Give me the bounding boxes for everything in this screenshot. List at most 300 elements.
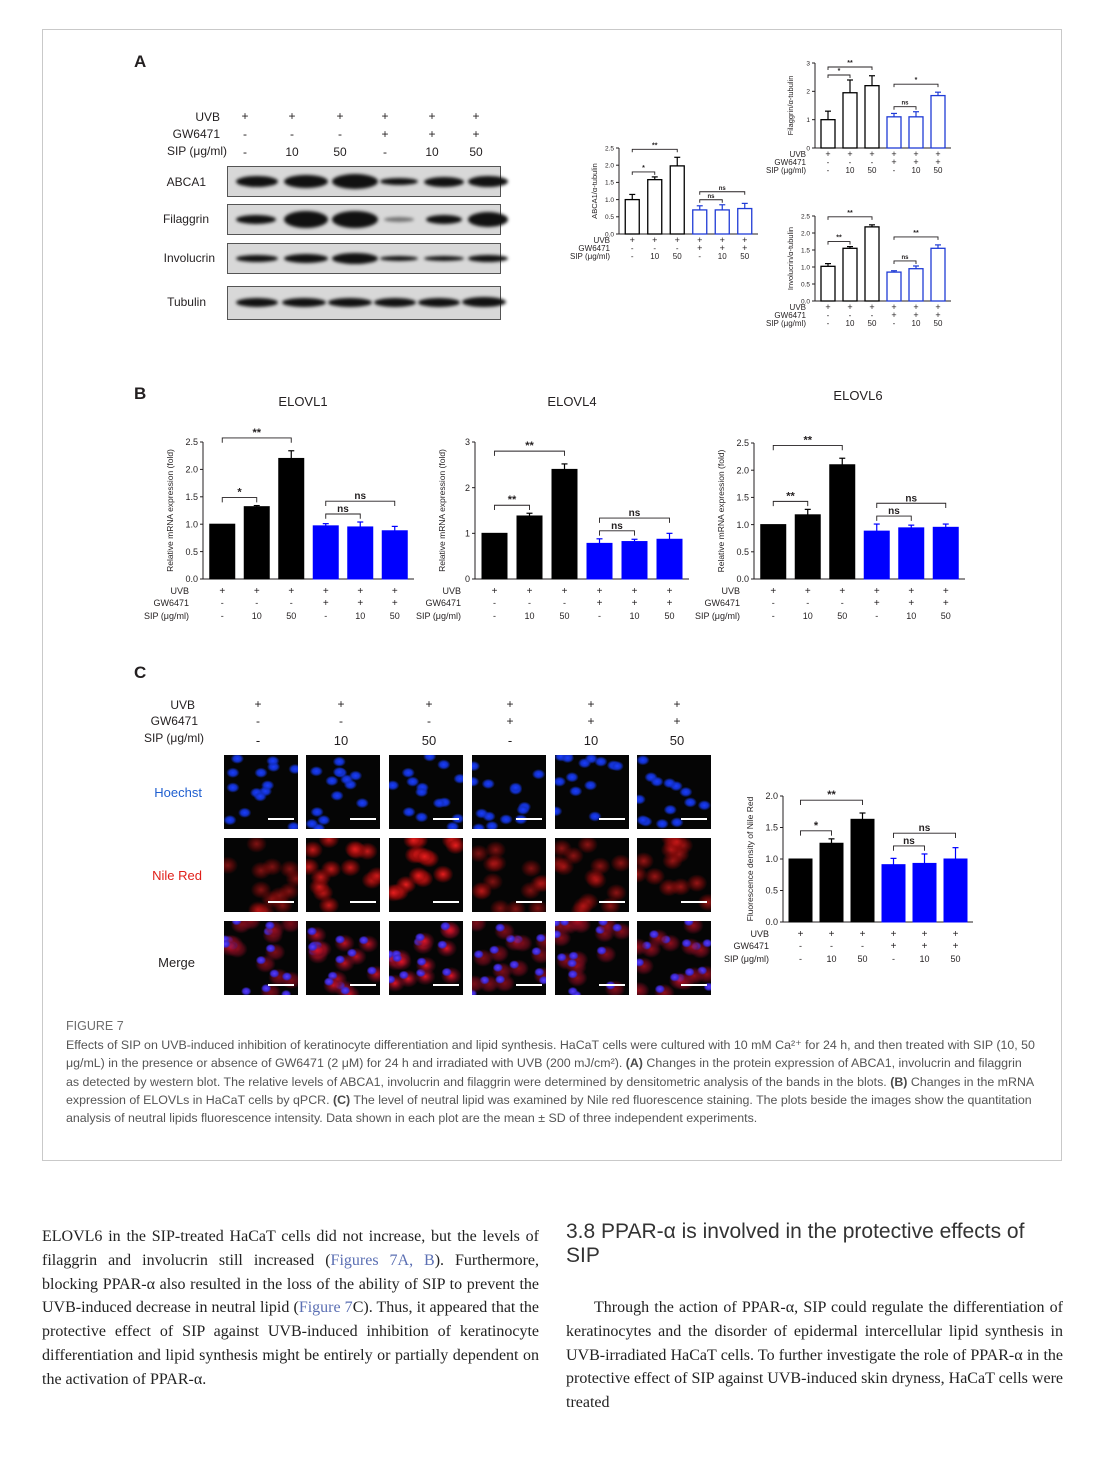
y-tick-label-abca1: 2.5 bbox=[604, 145, 614, 153]
bar-involucrin-1 bbox=[821, 266, 835, 301]
figure-label: FIGURE 7 bbox=[66, 1019, 124, 1033]
sig-bracket-involucrin-2 bbox=[828, 217, 872, 220]
caption-intro: Effects of SIP on UVB-induced inhibition of keratinocyte differentiation and lipid synthesis. HaCaT cells were cultured with 10 mM Ca²⁺ for 24 h, and then treated with SIP (10, 50 μg/mL) in the presence or absence of GW6471 (2 μM) for 24 h and irradiated with UVB (200 mJ/cm²). bbox=[66, 1038, 1035, 1071]
treatment-value-abca1: 10 bbox=[650, 252, 660, 261]
treatment-value-involucrin: + bbox=[913, 302, 919, 312]
sig-label-elovl4-3: ns bbox=[611, 520, 623, 532]
treatment-value-filaggrin: + bbox=[935, 157, 941, 167]
micro-gw-3: - bbox=[427, 714, 431, 728]
bar-elovl6-6 bbox=[933, 527, 958, 579]
bar-abca1-2 bbox=[648, 180, 662, 234]
treatment-value-involucrin: + bbox=[847, 302, 853, 312]
bar-elovl4-4 bbox=[587, 543, 612, 579]
y-tick-label-abca1: 2.0 bbox=[604, 162, 614, 170]
bar-elovl1-6 bbox=[382, 531, 407, 579]
sig-label-elovl6-4: ns bbox=[905, 493, 918, 505]
treatment-value-involucrin: + bbox=[935, 310, 941, 320]
treatment-value-elovl1: - bbox=[255, 598, 259, 608]
treatment-value-elovl1: 10 bbox=[355, 611, 366, 621]
y-tick-label-elovl6: 1.5 bbox=[736, 492, 749, 503]
blot-gw-2: - bbox=[290, 127, 294, 141]
bar-nilered-3 bbox=[851, 819, 874, 922]
treatment-value-elovl6: + bbox=[942, 586, 949, 597]
micro-gw-6: + bbox=[673, 714, 681, 728]
bar-nilered-1 bbox=[789, 859, 812, 922]
treatment-value-nilered: 50 bbox=[950, 954, 961, 964]
sig-label-elovl1-1: * bbox=[237, 486, 242, 499]
treatment-value-abca1: - bbox=[653, 244, 657, 253]
treatment-value-elovl6: + bbox=[873, 586, 880, 597]
bar-involucrin-5 bbox=[909, 269, 923, 301]
treatment-value-abca1: + bbox=[719, 243, 725, 253]
treatment-value-filaggrin: + bbox=[935, 149, 941, 159]
sig-label-filaggrin-4: * bbox=[914, 77, 918, 85]
treatment-value-elovl1: 10 bbox=[251, 611, 262, 621]
treatment-value-abca1: 50 bbox=[672, 252, 682, 261]
treatment-value-involucrin: + bbox=[913, 310, 919, 320]
sig-bracket-abca1-3 bbox=[700, 200, 723, 203]
sig-bracket-involucrin-1 bbox=[828, 242, 850, 245]
bar-elovl1-5 bbox=[348, 527, 373, 579]
treatment-value-elovl1: + bbox=[391, 586, 398, 597]
y-tick-label-involucrin: 1.0 bbox=[800, 264, 810, 272]
bar-involucrin-4 bbox=[887, 272, 901, 301]
treatment-value-elovl1: 50 bbox=[389, 611, 400, 621]
micro-gw-2: - bbox=[339, 714, 343, 728]
figure-link-7ab[interactable]: Figures 7A, B bbox=[330, 1251, 435, 1269]
body-right-paragraph: Through the action of PPAR-α, SIP could regulate the differentiation of keratinocytes and the disorder of epidermal intercellular lipid synthesis in UVB-irradiated HaCaT cells. To further investigate the role of PPAR-α in the protective effect of SIP against UVB-induced skin dryness, HaCaT cells were treated bbox=[566, 1299, 1063, 1412]
sig-label-involucrin-4: ** bbox=[913, 229, 919, 237]
sig-label-elovl1-4: ns bbox=[354, 491, 367, 503]
bar-elovl6-4 bbox=[864, 531, 889, 579]
treatment-value-elovl1: + bbox=[322, 586, 329, 597]
sig-bracket-filaggrin-4 bbox=[894, 84, 938, 87]
treatment-value-abca1: + bbox=[742, 243, 748, 253]
sig-label-elovl4-2: ** bbox=[525, 440, 534, 453]
treatment-value-involucrin: - bbox=[870, 311, 874, 320]
blot-label-filaggrin: Filaggrin bbox=[162, 212, 209, 226]
y-tick-label-abca1: 1.0 bbox=[604, 196, 614, 204]
micro-sip-5: 10 bbox=[583, 733, 599, 748]
y-tick-label-nilered: 0.5 bbox=[765, 885, 778, 896]
treatment-value-elovl1: + bbox=[357, 586, 364, 597]
chart-title-elovl6: ELOVL6 bbox=[833, 388, 883, 403]
treatment-label-nilered: SIP (μg/ml) bbox=[723, 954, 769, 964]
blot-sip-4: - bbox=[383, 145, 387, 159]
treatment-value-elovl1: + bbox=[391, 598, 398, 609]
y-axis-label-elovl6: Relative mRNA expression (fold) bbox=[716, 449, 726, 573]
treatment-value-elovl6: 10 bbox=[906, 611, 917, 621]
treatment-value-elovl4: + bbox=[596, 598, 603, 609]
treatment-value-filaggrin: - bbox=[870, 158, 874, 167]
treatment-label-elovl1: GW6471 bbox=[153, 598, 189, 608]
y-axis-label-abca1: ABCA1/α-tubulin bbox=[590, 163, 599, 219]
uvb-label: UVB bbox=[195, 110, 220, 124]
bar-elovl6-3 bbox=[830, 465, 855, 579]
blot-gw-3: - bbox=[338, 127, 342, 141]
y-tick-label-filaggrin: 2 bbox=[806, 88, 810, 96]
bar-abca1-1 bbox=[625, 200, 639, 234]
y-axis-label-nilered: Fluorescence density of Nile Red bbox=[745, 796, 755, 922]
caption-c-text: The level of neutral lipid was examined by Nile red fluorescence staining. The plots beside the images show the quantitation analysis of neutral lipids fluorescence intensity. Data shown in each plot are the mean ± SD of three independent experiments. bbox=[66, 1092, 1032, 1126]
sig-bracket-filaggrin-2 bbox=[828, 67, 872, 70]
treatment-value-involucrin: + bbox=[825, 302, 831, 312]
treatment-value-filaggrin: 50 bbox=[933, 166, 943, 175]
treatment-value-elovl4: + bbox=[596, 586, 603, 597]
treatment-value-elovl4: + bbox=[526, 586, 533, 597]
treatment-value-elovl1: - bbox=[289, 598, 293, 608]
treatment-value-filaggrin: - bbox=[892, 166, 896, 175]
sig-label-involucrin-3: ns bbox=[901, 254, 909, 261]
treatment-value-elovl4: 50 bbox=[559, 611, 570, 621]
treatment-value-abca1: + bbox=[719, 235, 725, 245]
treatment-value-nilered: + bbox=[921, 941, 928, 952]
treatment-value-elovl6: + bbox=[804, 586, 811, 597]
y-tick-label-elovl4: 1 bbox=[464, 528, 470, 539]
treatment-value-involucrin: - bbox=[848, 311, 852, 320]
y-tick-label-nilered: 1.0 bbox=[765, 854, 778, 865]
treatment-value-filaggrin: + bbox=[913, 149, 919, 159]
bar-nilered-6 bbox=[944, 859, 967, 922]
treatment-value-involucrin: - bbox=[892, 319, 896, 328]
blot-gw-6: + bbox=[472, 127, 480, 141]
sig-label-nilered-1: * bbox=[813, 819, 819, 832]
treatment-value-nilered: 50 bbox=[857, 954, 868, 964]
figure-caption bbox=[66, 1017, 1038, 1127]
treatment-value-involucrin: + bbox=[891, 302, 897, 312]
sig-label-elovl6-3: ns bbox=[888, 506, 900, 518]
treatment-value-elovl1: + bbox=[219, 586, 226, 597]
sig-label-nilered-2: ** bbox=[827, 789, 836, 802]
treatment-value-elovl4: 50 bbox=[664, 611, 675, 621]
treatment-value-elovl1: + bbox=[357, 598, 364, 609]
treatment-value-involucrin: 10 bbox=[911, 319, 921, 328]
sig-label-abca1-3: ns bbox=[707, 193, 715, 200]
treatment-value-elovl6: + bbox=[908, 598, 915, 609]
treatment-value-nilered: + bbox=[890, 941, 897, 952]
bar-filaggrin-2 bbox=[843, 93, 857, 148]
treatment-value-nilered: - bbox=[799, 941, 802, 951]
body-left-column bbox=[42, 1225, 539, 1392]
blot-uvb-1: + bbox=[241, 109, 249, 123]
panel-c-letter: C bbox=[134, 663, 147, 682]
treatment-value-abca1: 10 bbox=[717, 252, 727, 261]
treatment-value-nilered: + bbox=[921, 929, 928, 940]
bar-involucrin-2 bbox=[843, 248, 857, 301]
bar-elovl1-2 bbox=[244, 507, 269, 579]
treatment-label-involucrin: UVB bbox=[789, 303, 806, 312]
bar-elovl1-1 bbox=[210, 524, 235, 579]
bar-elovl4-2 bbox=[517, 516, 542, 579]
treatment-value-elovl6: - bbox=[771, 611, 775, 621]
blot-sip-6: 50 bbox=[469, 145, 483, 159]
sig-bracket-filaggrin-1 bbox=[828, 75, 850, 78]
micro-sip-3: 50 bbox=[421, 733, 437, 748]
y-tick-label-involucrin: 2.0 bbox=[800, 230, 810, 238]
bar-filaggrin-3 bbox=[865, 86, 879, 148]
treatment-value-nilered: 10 bbox=[826, 954, 837, 964]
treatment-value-nilered: + bbox=[828, 929, 835, 940]
treatment-value-filaggrin: + bbox=[891, 157, 897, 167]
sig-label-nilered-4: ns bbox=[918, 823, 931, 835]
treatment-value-abca1: - bbox=[630, 244, 634, 253]
treatment-value-elovl4: + bbox=[491, 586, 498, 597]
treatment-value-abca1: + bbox=[652, 235, 658, 245]
sig-label-abca1-4: ns bbox=[718, 185, 726, 192]
bar-elovl4-3 bbox=[552, 469, 577, 579]
y-tick-label-involucrin: 2.5 bbox=[800, 213, 810, 221]
treatment-value-involucrin: + bbox=[935, 302, 941, 312]
bar-filaggrin-5 bbox=[909, 117, 923, 148]
micro-label-nilered: Nile Red bbox=[152, 868, 202, 883]
bar-nilered-4 bbox=[882, 865, 905, 922]
y-tick-label-elovl6: 2.0 bbox=[736, 465, 749, 476]
micro-gw6471-label: GW6471 bbox=[150, 714, 198, 728]
sig-label-involucrin-1: ** bbox=[836, 234, 842, 242]
treatment-value-elovl1: 50 bbox=[286, 611, 297, 621]
treatment-value-elovl6: - bbox=[806, 598, 810, 608]
treatment-value-involucrin: 50 bbox=[933, 319, 943, 328]
blot-sip-1: - bbox=[243, 145, 247, 159]
treatment-label-elovl4: UVB bbox=[442, 586, 461, 596]
y-tick-label-elovl4: 3 bbox=[464, 437, 470, 448]
treatment-value-elovl4: + bbox=[666, 586, 673, 597]
sig-label-abca1-2: ** bbox=[652, 142, 658, 150]
treatment-value-elovl1: + bbox=[288, 586, 295, 597]
treatment-value-elovl4: 10 bbox=[524, 611, 535, 621]
caption-a-text: Changes in the protein expression of ABCA1, involucrin and filaggrin as detected by western blot. The relative levels of ABCA1, involucrin and filaggrin were determined by densitometric analysis of the bands in the blots. bbox=[66, 1056, 1022, 1089]
sig-label-elovl6-1: ** bbox=[786, 490, 795, 503]
treatment-value-nilered: - bbox=[830, 941, 833, 951]
sig-label-filaggrin-1: * bbox=[837, 68, 841, 75]
treatment-value-filaggrin: 50 bbox=[867, 166, 877, 175]
bar-abca1-4 bbox=[693, 210, 707, 234]
treatment-value-nilered: + bbox=[797, 929, 804, 940]
treatment-value-elovl6: - bbox=[771, 598, 775, 608]
y-tick-label-elovl6: 0.5 bbox=[736, 546, 749, 557]
treatment-value-elovl6: 10 bbox=[802, 611, 813, 621]
sip-label: SIP (μg/ml) bbox=[166, 144, 227, 158]
y-tick-label-elovl6: 2.5 bbox=[736, 438, 749, 449]
treatment-label-abca1: UVB bbox=[593, 236, 610, 245]
sig-label-nilered-3: ns bbox=[903, 835, 915, 847]
bar-elovl4-5 bbox=[622, 542, 647, 579]
y-tick-label-involucrin: 1.5 bbox=[800, 247, 810, 255]
bar-abca1-5 bbox=[715, 210, 729, 234]
treatment-value-abca1: + bbox=[697, 243, 703, 253]
treatment-label-involucrin: SIP (μg/ml) bbox=[765, 319, 806, 328]
treatment-value-elovl4: - bbox=[563, 598, 566, 608]
treatment-value-nilered: + bbox=[952, 941, 959, 952]
treatment-value-elovl4: + bbox=[561, 586, 568, 597]
treatment-value-involucrin: - bbox=[826, 319, 830, 328]
treatment-value-involucrin: + bbox=[891, 310, 897, 320]
treatment-value-involucrin: - bbox=[826, 311, 830, 320]
treatment-value-elovl6: + bbox=[770, 586, 777, 597]
bar-nilered-5 bbox=[913, 863, 936, 922]
bar-filaggrin-6 bbox=[931, 96, 945, 148]
treatment-value-nilered: 10 bbox=[919, 954, 930, 964]
blot-gw-1: - bbox=[243, 127, 247, 141]
caption-b-tag: (B) bbox=[890, 1074, 908, 1089]
sig-bracket-filaggrin-3 bbox=[894, 107, 916, 110]
bar-elovl6-2 bbox=[795, 515, 820, 579]
y-tick-label-elovl1: 2.0 bbox=[185, 464, 198, 475]
treatment-value-elovl4: - bbox=[493, 611, 496, 621]
micro-uvb-5: + bbox=[587, 697, 595, 711]
sig-bracket-involucrin-4 bbox=[894, 237, 938, 240]
y-tick-label-filaggrin: 1 bbox=[806, 116, 810, 124]
blot-uvb-5: + bbox=[428, 109, 436, 123]
sig-label-filaggrin-2: ** bbox=[847, 60, 853, 67]
treatment-label-elovl6: SIP (μg/ml) bbox=[694, 611, 740, 621]
blot-sip-2: 10 bbox=[285, 145, 299, 159]
panel-a-letter: A bbox=[134, 52, 147, 71]
blot-label-abca1: ABCA1 bbox=[166, 175, 206, 189]
treatment-value-filaggrin: 10 bbox=[845, 166, 855, 175]
bar-abca1-6 bbox=[738, 209, 752, 234]
y-tick-label-involucrin: 0.0 bbox=[800, 298, 810, 306]
treatment-label-elovl6: GW6471 bbox=[704, 598, 740, 608]
micro-sip-label: SIP (μg/ml) bbox=[143, 731, 204, 745]
treatment-value-elovl6: + bbox=[908, 586, 915, 597]
panel-b-letter: B bbox=[134, 384, 147, 403]
sig-bracket-abca1-1 bbox=[632, 172, 655, 175]
micro-uvb-6: + bbox=[673, 697, 681, 711]
bar-elovl6-1 bbox=[761, 525, 786, 579]
y-tick-label-abca1: 0.0 bbox=[604, 231, 614, 239]
bar-nilered-2 bbox=[820, 843, 843, 922]
treatment-label-filaggrin: GW6471 bbox=[774, 158, 806, 167]
y-tick-label-elovl4: 2 bbox=[464, 482, 470, 493]
chart-title-elovl4: ELOVL4 bbox=[547, 394, 597, 409]
micro-gw-5: + bbox=[587, 714, 595, 728]
treatment-value-elovl4: - bbox=[528, 598, 531, 608]
treatment-value-involucrin: + bbox=[869, 302, 875, 312]
y-tick-label-elovl6: 1.0 bbox=[736, 519, 749, 530]
treatment-value-involucrin: 10 bbox=[845, 319, 855, 328]
micro-uvb-4: + bbox=[506, 697, 514, 711]
sig-label-elovl6-2: ** bbox=[803, 434, 813, 447]
blot-uvb-4: + bbox=[381, 109, 389, 123]
blot-gw-5: + bbox=[428, 127, 436, 141]
body-left-part3: C). Thus, it appeared that the protective effect of SIP against UVB-induced inhibition of keratinocyte differentiation and lipid synthesis might be entirely or partially dependent on the activation of PPAR-α. bbox=[42, 1299, 540, 1388]
y-tick-label-abca1: 1.5 bbox=[604, 179, 614, 187]
treatment-label-involucrin: GW6471 bbox=[774, 311, 806, 320]
treatment-label-filaggrin: UVB bbox=[789, 150, 806, 159]
treatment-value-abca1: 50 bbox=[740, 252, 750, 261]
caption-a-tag: (A) bbox=[625, 1056, 643, 1071]
micro-sip-2: 10 bbox=[333, 733, 349, 748]
gw6471-label: GW6471 bbox=[172, 127, 220, 141]
bar-elovl4-6 bbox=[657, 539, 682, 579]
treatment-value-elovl6: - bbox=[875, 611, 879, 621]
treatment-value-elovl6: 50 bbox=[940, 611, 951, 621]
treatment-value-elovl6: 50 bbox=[837, 611, 848, 621]
treatment-value-filaggrin: + bbox=[913, 157, 919, 167]
chart-title-elovl1: ELOVL1 bbox=[278, 394, 328, 409]
treatment-value-nilered: + bbox=[952, 929, 959, 940]
treatment-value-filaggrin: + bbox=[891, 149, 897, 159]
treatment-value-nilered: - bbox=[861, 941, 864, 951]
treatment-value-nilered: - bbox=[799, 954, 802, 964]
treatment-label-nilered: GW6471 bbox=[733, 941, 769, 951]
treatment-value-elovl4: - bbox=[598, 611, 601, 621]
y-tick-label-filaggrin: 3 bbox=[806, 60, 810, 68]
body-left-part1: ELOVL6 in the SIP-treated HaCaT cells did not increase, but the levels of filaggrin and involucrin still increased ( bbox=[42, 1228, 539, 1269]
y-axis-label-involucrin: Involucrin/α-tubulin bbox=[786, 226, 795, 291]
micro-sip-4: - bbox=[507, 733, 513, 748]
bar-filaggrin-1 bbox=[821, 120, 835, 148]
bar-elovl4-1 bbox=[482, 533, 507, 579]
y-tick-label-abca1: 0.5 bbox=[604, 214, 614, 222]
treatment-value-elovl1: - bbox=[324, 611, 328, 621]
treatment-label-elovl6: UVB bbox=[721, 586, 740, 596]
y-tick-label-elovl1: 2.5 bbox=[185, 437, 198, 448]
sig-label-filaggrin-3: ns bbox=[901, 100, 909, 107]
y-axis-label-elovl4: Relative mRNA expression (fold) bbox=[437, 449, 447, 572]
y-tick-label-filaggrin: 0 bbox=[806, 145, 810, 153]
blot-uvb-2: + bbox=[288, 109, 296, 123]
micro-label-hoechst: Hoechst bbox=[154, 785, 202, 800]
sig-label-abca1-1: * bbox=[642, 164, 645, 172]
micro-sip-1: - bbox=[255, 733, 261, 748]
micro-sip-6: 50 bbox=[669, 733, 685, 748]
blot-sip-3: 50 bbox=[333, 145, 347, 159]
treatment-value-abca1: - bbox=[675, 244, 679, 253]
treatment-value-nilered: + bbox=[890, 929, 897, 940]
y-axis-label-elovl1: Relative mRNA expression (fold) bbox=[165, 449, 175, 572]
treatment-value-elovl1: - bbox=[220, 598, 224, 608]
treatment-value-nilered: - bbox=[892, 954, 895, 964]
y-tick-label-elovl4: 0 bbox=[464, 574, 470, 585]
y-axis-label-filaggrin: Filaggrin/α-tubulin bbox=[786, 75, 795, 136]
y-tick-label-nilered: 0.0 bbox=[765, 917, 778, 928]
y-tick-label-elovl1: 1.5 bbox=[185, 491, 198, 502]
treatment-value-elovl4: + bbox=[631, 598, 638, 609]
treatment-value-filaggrin: - bbox=[848, 158, 852, 167]
micro-gw-1: - bbox=[256, 714, 260, 728]
bar-involucrin-6 bbox=[931, 248, 945, 301]
body-left-part2: ). Furthermore, blocking PPAR-α also resulted in the loss of the ability of SIP to prevent the UVB-induced decrease in neutral lipid ( bbox=[42, 1251, 539, 1317]
treatment-value-elovl4: - bbox=[493, 598, 496, 608]
treatment-value-abca1: + bbox=[629, 235, 635, 245]
treatment-value-elovl6: + bbox=[839, 586, 846, 597]
treatment-value-elovl4: 10 bbox=[629, 611, 640, 621]
caption-c-tag: (C) bbox=[332, 1092, 351, 1107]
bar-abca1-3 bbox=[670, 166, 684, 234]
sig-bracket-involucrin-3 bbox=[894, 261, 916, 264]
y-tick-label-elovl1: 1.0 bbox=[185, 519, 198, 530]
y-tick-label-elovl6: 0.0 bbox=[736, 574, 749, 585]
y-tick-label-nilered: 1.5 bbox=[765, 822, 778, 833]
treatment-label-abca1: GW6471 bbox=[578, 244, 610, 253]
bar-elovl1-3 bbox=[279, 458, 304, 579]
treatment-value-abca1: + bbox=[697, 235, 703, 245]
treatment-value-abca1: - bbox=[698, 252, 702, 261]
treatment-value-elovl6: + bbox=[873, 598, 880, 609]
blot-uvb-3: + bbox=[336, 109, 344, 123]
treatment-value-filaggrin: + bbox=[869, 149, 875, 159]
micro-label-merge: Merge bbox=[158, 955, 195, 970]
y-tick-label-involucrin: 0.5 bbox=[800, 281, 810, 289]
treatment-value-elovl6: + bbox=[942, 598, 949, 609]
blot-uvb-6: + bbox=[472, 109, 480, 123]
treatment-label-elovl4: GW6471 bbox=[425, 598, 461, 608]
bar-elovl6-5 bbox=[899, 528, 924, 579]
blot-gw-4: + bbox=[381, 127, 389, 141]
figure-link-7c[interactable]: Figure 7 bbox=[298, 1299, 353, 1317]
